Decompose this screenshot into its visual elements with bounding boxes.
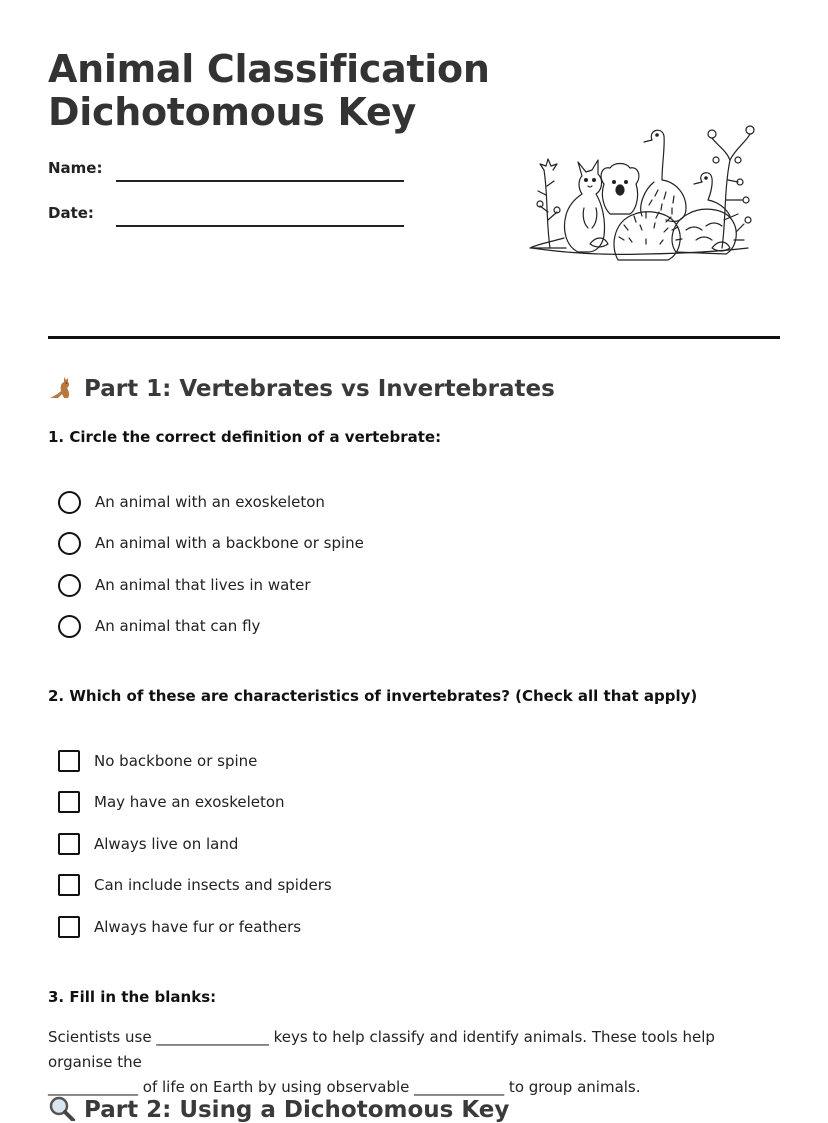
- q1-option-2-label: An animal with a backbone or spine: [95, 534, 364, 552]
- checkbox[interactable]: [58, 874, 80, 896]
- section-divider: [48, 336, 780, 339]
- q1-option-1[interactable]: [58, 490, 325, 514]
- radio-circle[interactable]: [58, 532, 81, 555]
- q2-option-5-label: Always have fur or feathers: [94, 918, 302, 936]
- australian-animals-illustration: [526, 120, 756, 270]
- fill-in-blanks-text: [48, 1025, 768, 1100]
- date-field[interactable]: [116, 225, 404, 227]
- fill-in-line-2: ____________ of life on Earth by using observable ____________ to group animals.: [48, 1078, 641, 1096]
- kangaroo-icon: [48, 374, 76, 400]
- q2-option-1[interactable]: [58, 749, 257, 773]
- radio-circle[interactable]: [58, 574, 81, 597]
- q2-option-4-label: Can include insects and spiders: [94, 876, 332, 894]
- checkbox[interactable]: [58, 916, 80, 938]
- question-3-prompt: 3. Fill in the blanks:: [48, 988, 217, 1006]
- magnifying-glass-icon: [48, 1095, 76, 1121]
- q1-option-3[interactable]: [58, 573, 311, 597]
- q1-option-3-label: An animal that lives in water: [95, 576, 311, 594]
- date-label: Date:: [48, 204, 94, 222]
- worksheet-title: [48, 48, 508, 134]
- name-field[interactable]: [116, 180, 404, 182]
- checkbox[interactable]: [58, 750, 80, 772]
- q2-option-2-label: May have an exoskeleton: [94, 793, 285, 811]
- q2-option-3[interactable]: [58, 832, 238, 856]
- title-line-1: Animal Classification: [48, 47, 490, 91]
- radio-circle[interactable]: [58, 491, 81, 514]
- q2-option-4[interactable]: [58, 873, 332, 897]
- question-2-prompt: 2. Which of these are characteristics of invertebrates? (Check all that apply): [48, 687, 698, 705]
- fill-in-line-1: Scientists use _______________ keys to help classify and identify animals. These tools help organise the: [48, 1028, 715, 1071]
- name-label: Name:: [48, 159, 103, 177]
- q2-option-1-label: No backbone or spine: [94, 752, 258, 770]
- part2-heading: [48, 1095, 509, 1123]
- q2-option-5[interactable]: [58, 915, 301, 939]
- q1-option-1-label: An animal with an exoskeleton: [95, 493, 325, 511]
- checkbox[interactable]: [58, 791, 80, 813]
- part2-heading-text: Part 2: Using a Dichotomous Key: [84, 1097, 510, 1123]
- radio-circle[interactable]: [58, 615, 81, 638]
- q1-option-2[interactable]: [58, 531, 364, 555]
- question-1-prompt: 1. Circle the correct definition of a vertebrate:: [48, 428, 442, 446]
- part1-heading: [48, 374, 555, 402]
- title-line-2: Dichotomous Key: [48, 90, 416, 134]
- q2-option-2[interactable]: [58, 790, 285, 814]
- checkbox[interactable]: [58, 833, 80, 855]
- q1-option-4[interactable]: [58, 614, 260, 638]
- q2-option-3-label: Always live on land: [94, 835, 239, 853]
- q1-option-4-label: An animal that can fly: [95, 617, 261, 635]
- part1-heading-text: Part 1: Vertebrates vs Invertebrates: [84, 376, 555, 402]
